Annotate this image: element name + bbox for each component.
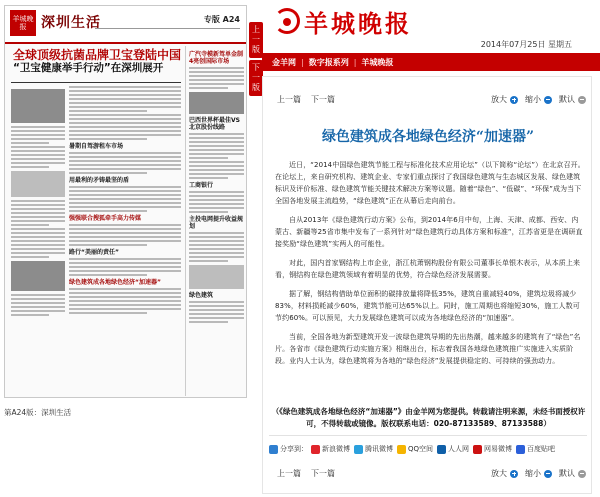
zoom-reset-icon xyxy=(578,96,586,104)
share-netease-weibo[interactable] xyxy=(473,444,512,454)
zoom-out-button[interactable] xyxy=(525,468,552,479)
article-title: 绿色建筑成各地绿色经济“加速器” xyxy=(321,129,535,145)
zoom-in-label: 放大 xyxy=(491,469,507,478)
paper-photo xyxy=(189,265,244,289)
article-panel xyxy=(262,76,592,494)
issue-date: 2014年07月25日 星期五 xyxy=(480,40,572,49)
newspaper-page-thumbnail[interactable] xyxy=(4,5,247,398)
baidu-tieba-icon xyxy=(516,445,525,454)
zoom-reset-button[interactable] xyxy=(559,94,586,105)
share-sina-weibo[interactable] xyxy=(311,444,350,454)
paper-story-head[interactable]: 广汽寺模新驾单金制4亮创国际市场 xyxy=(189,51,244,65)
zoom-reset-button[interactable] xyxy=(559,468,586,479)
share-item-label: QQ空间 xyxy=(408,445,434,453)
share-plus-icon[interactable] xyxy=(269,445,278,454)
share-item-label: 百度贴吧 xyxy=(527,445,556,453)
site-logo-name: 羊城晚报 xyxy=(304,8,412,38)
article-paragraph: 近日，“2014中国绿色建筑节能工程与标准化技术应用论坛”（以下简称“论坛”）在北京召开。在论坛上，来自研究机构、建筑企业、专家们重点探讨了我国绿色建筑与生态城区发展、绿色建筑标识及评价标准、绿色建筑节能关键技术解决方案等议题。随着“绿色”、“低碳”、“环保”成为当下全国各地发展主流趋势，“绿色建筑”正在从幕后走向前台。 xyxy=(275,161,585,205)
share-baidu-tieba[interactable] xyxy=(516,444,555,454)
zoom-out-button[interactable] xyxy=(525,94,552,105)
article-paragraph: 当前，全国各地为新型建筑开发一波绿色建筑导期的先出热潮，越来越多的建筑有了“绿色”名片。各省市《绿色建筑行动实施方案》相继出台，标志着我国各地绿色建筑推广实施进入实质阶段。业内人士认为，绿色建筑将为各地的“绿色经济”发展提供稳定的、可持续的强劲动力。 xyxy=(275,333,581,365)
share-divider xyxy=(269,435,587,436)
paper-headline[interactable] xyxy=(13,49,183,75)
share-label: 分享到： xyxy=(280,445,308,453)
article-paragraph: 对此，国内首家钢结构上市企业，浙江杭萧钢构股份有限公司董事长单银木表示，从本质上来看，钢结构在绿色建筑领域有着明显的优势，符合绿色经济发展需要。 xyxy=(275,259,581,279)
paper-column-2 xyxy=(69,86,181,396)
sina-weibo-icon xyxy=(311,445,320,454)
paper-right-column xyxy=(185,46,245,396)
paper-story-head[interactable]: 绿色建筑成各地绿色经济“加速器” xyxy=(69,279,161,286)
zoom-reset-label: 默认 xyxy=(559,95,575,104)
article-paragraph: 据了解，钢结构借助单位面积的碳排放量将降低35%，建筑自重减轻40%，建筑垃圾将减少83%，材料损耗减少60%，建筑节能可达65%以上。同时，施工周期也将缩短30%，施工人数可节约60%。可以预见，大力发展绿色建筑可以成为各地绿色经济的“加速器”。 xyxy=(275,290,580,322)
article-body xyxy=(275,159,585,374)
paper-section-title: 深圳生活 xyxy=(41,15,101,31)
paper-photo xyxy=(189,92,244,114)
share-item-label: 新浪微博 xyxy=(322,445,350,453)
share-item-label: 腾讯微博 xyxy=(365,445,393,453)
zoom-reset-label: 默认 xyxy=(559,469,575,478)
paper-story-head[interactable]: 巴西世界杯最佳VS 北京股份线路 xyxy=(189,117,240,131)
nav-link-jinyang[interactable]: 金羊网 xyxy=(272,57,296,67)
copyright-notice: （《绿色建筑成各地绿色经济“加速器”》由金羊网为您提供。转载请注明来源，未经书面授权许可，不得转载或镜像。版权联系电话：020-87133589、87133588） xyxy=(271,407,586,428)
paper-masthead xyxy=(5,6,247,44)
zoom-out-label: 缩小 xyxy=(525,95,541,104)
share-bar xyxy=(269,441,589,457)
share-qzone[interactable] xyxy=(397,444,433,454)
paper-story-head[interactable]: 暑期自驾游租车市场 xyxy=(69,143,124,150)
site-logo[interactable] xyxy=(274,6,412,36)
paper-story-head[interactable]: 强强联合搜狐牵手高力传媒 xyxy=(69,215,142,222)
nav-link-ycwb[interactable]: 羊城晚报 xyxy=(361,57,394,67)
zoom-out-icon xyxy=(544,96,552,104)
share-renren[interactable] xyxy=(437,444,469,454)
site-nav-bar xyxy=(262,53,600,71)
paper-photo xyxy=(11,171,65,197)
zoom-out-icon xyxy=(544,470,552,478)
next-article-link[interactable]: 下一篇 xyxy=(311,469,335,478)
tencent-weibo-icon xyxy=(354,445,363,454)
paper-page-number: 专版 A24 xyxy=(203,15,240,24)
prev-page-tab[interactable]: 上一版 xyxy=(249,22,263,58)
nav-link-digital-papers[interactable]: 数字报系列 xyxy=(308,57,349,67)
qzone-icon xyxy=(397,445,406,454)
nav-separator: | xyxy=(301,57,304,67)
article-toolbar-top xyxy=(263,91,593,107)
article-paragraph: 自从2013年《绿色建筑行动方案》公布，到2014年6月中旬，上海、天津、成都、西安、内蒙古、新疆等25省市集中发布了一系列针对“绿色建筑行动具体方案和标准”，江苏省更是在调研直接奖励“绿色建筑”实两人的可能性。 xyxy=(275,216,583,248)
prev-article-link[interactable]: 上一篇 xyxy=(277,469,301,478)
zoom-reset-icon xyxy=(578,470,586,478)
paper-headline-line2: “卫宝健康举手行动”在深圳展开 xyxy=(13,62,164,74)
paper-headline-divider xyxy=(11,82,181,83)
paper-column-3 xyxy=(189,48,244,394)
zoom-in-label: 放大 xyxy=(491,95,507,104)
paper-logo: 羊城晚报 xyxy=(10,10,36,36)
paper-story-head[interactable]: 主投电网提升收益规划 xyxy=(189,216,244,230)
page-switch-tabs xyxy=(249,22,263,98)
next-page-tab[interactable]: 下一版 xyxy=(249,60,263,96)
paper-story-head[interactable]: 路行“美丽的责任” xyxy=(69,249,119,256)
paper-dateline-rule xyxy=(95,28,240,32)
paper-story-head[interactable]: 工商银行 xyxy=(189,182,214,189)
paper-page-caption: 第A24版：深圳生活 xyxy=(4,408,72,417)
paper-photo xyxy=(11,261,65,291)
site-logo-icon xyxy=(274,8,300,34)
prev-article-link[interactable]: 上一篇 xyxy=(277,95,301,104)
paper-headline-line1: 全球顶级抗菌品牌卫宝登陆中国 xyxy=(13,48,182,62)
paper-column-1 xyxy=(11,86,65,396)
article-toolbar-bottom xyxy=(263,465,593,481)
share-item-label: 网易微博 xyxy=(484,445,513,453)
paper-photo xyxy=(11,89,65,123)
zoom-in-button[interactable] xyxy=(491,94,518,105)
zoom-in-icon xyxy=(510,470,518,478)
share-tencent-weibo[interactable] xyxy=(354,444,393,454)
next-article-link[interactable]: 下一篇 xyxy=(311,95,335,104)
renren-icon xyxy=(437,445,446,454)
nav-separator: | xyxy=(353,57,357,67)
zoom-in-icon xyxy=(510,96,518,104)
paper-story-head[interactable]: 绿色建筑 xyxy=(189,292,214,299)
paper-story-head[interactable]: 用最利的矛铸最坚的盾 xyxy=(69,177,130,184)
netease-weibo-icon xyxy=(473,445,482,454)
zoom-out-label: 缩小 xyxy=(525,469,541,478)
share-item-label: 人人网 xyxy=(448,445,470,453)
zoom-in-button[interactable] xyxy=(491,468,518,479)
